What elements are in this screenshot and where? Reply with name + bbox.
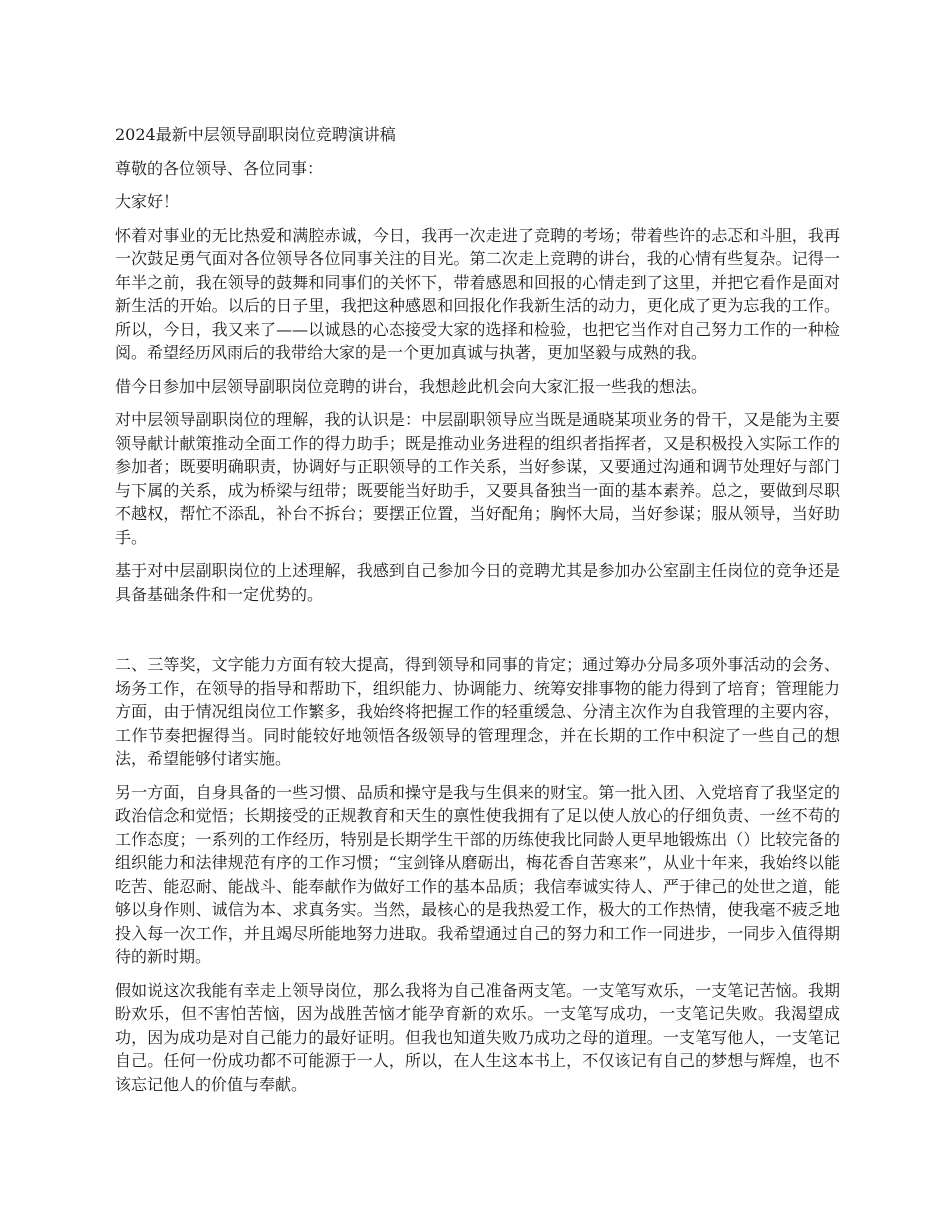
- paragraph-abilities: 二、三等奖，文字能力方面有较大提高，得到领导和同事的肯定；通过筹办分局多项外事活动的会务、场务工作，在领导的指导和帮助下，组织能力、协调能力、统筹安排事物的能力得到了培育；管理能力方面，由于情况组岗位工作繁多，我始终将把握工作的轻重缓急、分清主次作为自我管理的主要内容，工作节奏把握得当。同时能较好地领悟各级领导的管理理念，并在长期的工作中积淀了一些自己的想法，希望能够付诸实施。: [115, 655, 840, 768]
- paragraph-understanding: 对中层领导副职岗位的理解，我的认识是：中层副职领导应当既是通晓某项业务的骨干，又是能为主要领导献计献策推动全面工作的得力助手；既是推动业务进程的组织者指挥者，又是积极投入实际工作的参加者；既要明确职责，协调好与正职领导的工作关系，当好参谋，又要通过沟通和调节处理好与部门与下属的关系，成为桥梁与纽带；既要能当好助手，又要具备独当一面的基本素养。总之，要做到尽职不越权，帮忙不添乱，补台不拆台；要摆正位置，当好配角；胸怀大局，当好参谋；服从领导，当好助手。: [115, 410, 840, 547]
- section-gap: [115, 616, 840, 653]
- greeting: 大家好！: [115, 192, 180, 211]
- document-title: 2024最新中层领导副职岗位竞聘演讲稿: [115, 125, 396, 144]
- paragraph-conclusion: 基于对中层副职岗位的上述理解，我感到自己参加今日的竞聘尤其是参加办公室副主任岗位的竞争还是具备基础条件和一定优势的。: [115, 561, 840, 604]
- salutation: 尊敬的各位领导、各位同事：: [115, 158, 324, 178]
- paragraph-qualities: 另一方面，自身具备的一些习惯、品质和操守是我与生俱来的财宝。第一批入团、入党培育了我坚定的政治信念和觉悟；长期接受的正规教育和天生的禀性使我拥有了足以使人放心的仔细负责、一丝不苟的工作态度；一系列的工作经历，特别是长期学生干部的历练使我比同龄人更早地锻炼出（）比较完备的组织能力和法律规范有序的工作习惯；“宝剑锋从磨砺出，梅花香自苦寒来”，从业十年来，我始终以能吃苦、能忍耐、能战斗、能奉献作为做好工作的基本品质；我信奉诚实待人、严于律己的处世之道，能够以身作则、诚信为本、求真务实。当然，最核心的是我热爱工作，极大的工作热情，使我毫不疲乏地投入每一次工作，并且竭尽所能地努力进取。我希望通过自己的努力和工作一同进步，一同步入值得期待的新时期。: [115, 782, 840, 966]
- paragraph-intro: 怀着对事业的无比热爱和满腔赤诚，今日，我再一次走进了竞聘的考场；带着些许的忐忑和斗胆，我再一次鼓足勇气面对各位领导各位同事关注的目光。第二次走上竞聘的讲台，我的心情有些复杂。记得一年半之前，我在领导的鼓舞和同事们的关怀下，带着感恩和回报的心情走到了这里，并把它看作是面对新生活的开始。以后的日子里，我把这种感恩和回报化作我新生活的动力，更化成了更为忘我的工作。所以，今日，我又来了——以诚恳的心态接受大家的选择和检验，也把它当作对自己努力工作的一种检阅。希望经历风雨后的我带给大家的是一个更加真诚与执著，更加坚毅与成熟的我。: [115, 225, 840, 362]
- paragraph-two-pens: 假如说这次我能有幸走上领导岗位，那么我将为自己准备两支笔。一支笔写欢乐，一支笔记苦恼。我期盼欢乐，但不害怕苦恼，因为战胜苦恼才能孕育新的欢乐。一支笔写成功，一支笔记失败。我渴望成功，因为成功是对自己能力的最好证明。但我也知道失败乃成功之母的道理。一支笔写他人，一支笔记自己。任何一份成功都不可能源于一人，所以，在人生这本书上，不仅该记有自己的梦想与辉煌，也不该忘记他人的价值与奉献。: [115, 980, 840, 1094]
- paragraph-purpose: 借今日参加中层领导副职岗位竞聘的讲台，我想趁此机会向大家汇报一些我的想法。: [115, 376, 708, 396]
- document-body: [115, 123, 840, 1106]
